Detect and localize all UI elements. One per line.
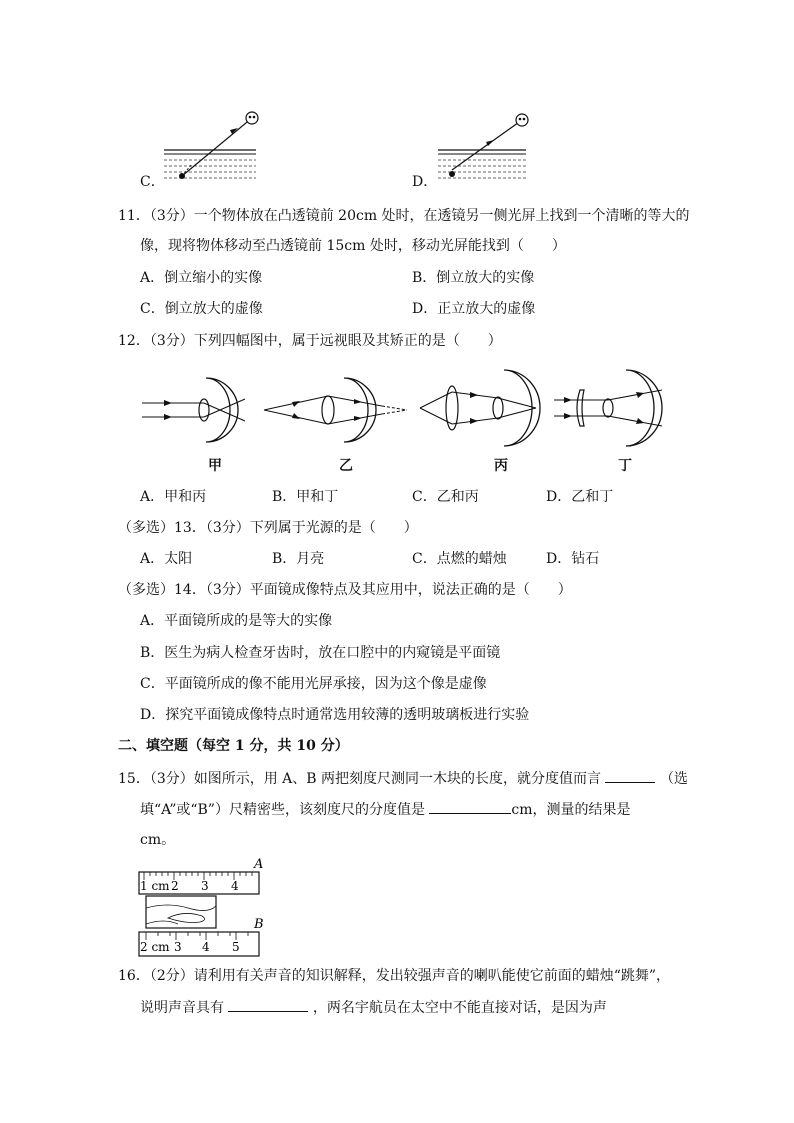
q11-option-a[interactable]: A．倒立缩小的实像 <box>140 270 263 286</box>
q16-text-2b: ，两名宇航员在太空中不能直接对话，是因为声 <box>312 1000 607 1016</box>
ruler-b-num-4: 5 <box>232 940 240 954</box>
figure-label-yi: 乙 <box>339 458 353 474</box>
q15-text-1a: 15．（3分）如图所示，用 A、B 两把刻度尺测同一木块的长度，就分度值而言 <box>118 771 602 787</box>
q11-option-b[interactable]: B．倒立放大的实像 <box>412 270 535 286</box>
q13-option-a[interactable]: A．太阳 <box>140 551 193 567</box>
q10-figure-d <box>434 108 534 188</box>
eye-diagram-ding <box>550 362 670 452</box>
q11-option-c[interactable]: C．倒立放大的虚像 <box>140 301 263 317</box>
eye-diagram-jia <box>140 370 265 450</box>
q14-stem: （多选）14．（3分）平面镜成像特点及其应用中，说法正确的是（ ） <box>118 582 572 598</box>
ruler-b-num-1: 2 cm <box>140 940 170 954</box>
q15-text-2a: 填“A”或“B”）尺精密些，该刻度尺的分度值是 <box>140 802 425 818</box>
figure-label-jia: 甲 <box>208 458 222 474</box>
option-c-letter: C． <box>140 174 165 190</box>
q12-option-b[interactable]: B．甲和丁 <box>272 489 339 505</box>
q14-option-a[interactable]: A．平面镜所成的是等大的实像 <box>140 613 333 629</box>
q14-option-d[interactable]: D．探究平面镜成像特点时通常选用较薄的透明玻璃板进行实验 <box>140 707 530 723</box>
ruler-figure <box>138 856 268 960</box>
q11-stem-line2: 像，现将物体移动至凸透镜前 15cm 处时，移动光屏能找到（ ） <box>140 238 566 254</box>
q12-option-a[interactable]: A．甲和丙 <box>140 489 207 505</box>
ruler-a-num-4: 4 <box>231 879 239 893</box>
q15-blank-2[interactable] <box>429 799 511 814</box>
ruler-a-num-2: 2 <box>171 879 179 893</box>
q13-stem: （多选）13．（3分）下列属于光源的是（ ） <box>118 520 418 536</box>
q14-option-c[interactable]: C．平面镜所成的像不能用光屏承接，因为这个像是虚像 <box>140 676 487 692</box>
ruler-b-num-2: 3 <box>174 940 182 954</box>
q15-text-2b: cm，测量的结果是 <box>511 802 631 818</box>
q16-line2 <box>140 997 607 1018</box>
q13-option-c[interactable]: C．点燃的蜡烛 <box>412 551 507 567</box>
q16-text-2a: 说明声音具有 <box>140 1000 224 1016</box>
q16-line1: 16．（2分）请利用有关声音的知识解释，发出较强声音的喇叭能使它前面的蜡烛“跳舞”， <box>118 968 671 984</box>
q12-option-c[interactable]: C．乙和丙 <box>412 489 479 505</box>
ruler-a-num-1: 1 cm <box>140 879 170 893</box>
q10-figure-c <box>160 108 260 188</box>
q15-text-1b: （选 <box>659 771 688 787</box>
q13-option-d[interactable]: D．钻石 <box>546 551 600 567</box>
ruler-b-label: B <box>254 917 264 932</box>
figure-label-ding: 丁 <box>618 458 632 474</box>
q15-line2 <box>140 799 631 820</box>
section-heading-fill-in: 二、填空题（每空 1 分，共 10 分） <box>118 738 349 754</box>
ruler-a-num-3: 3 <box>201 879 209 893</box>
option-d-letter: D． <box>412 174 438 190</box>
q15-blank-1[interactable] <box>605 768 655 783</box>
q11-option-d[interactable]: D．正立放大的虚像 <box>412 301 536 317</box>
q15-line1 <box>118 768 688 789</box>
ruler-a-label: A <box>254 857 264 872</box>
figure-label-bing: 丙 <box>494 458 508 474</box>
q13-option-b[interactable]: B．月亮 <box>272 551 325 567</box>
q16-blank-1[interactable] <box>228 997 308 1012</box>
q12-stem: 12．（3分）下列四幅图中，属于远视眼及其矫正的是（ ） <box>118 333 502 349</box>
ruler-b-num-3: 4 <box>202 940 210 954</box>
q11-stem-line1: 11．（3分）一个物体放在凸透镜前 20cm 处时，在透镜另一侧光屏上找到一个清晰的等大的 <box>118 208 690 224</box>
q15-line3: cm。 <box>140 832 176 848</box>
eye-diagram-bing <box>418 362 543 452</box>
eye-diagram-yi <box>262 370 412 450</box>
q14-option-b[interactable]: B．医生为病人检查牙齿时，放在口腔中的内窥镜是平面镜 <box>140 645 501 661</box>
q12-option-d[interactable]: D．乙和丁 <box>546 489 614 505</box>
